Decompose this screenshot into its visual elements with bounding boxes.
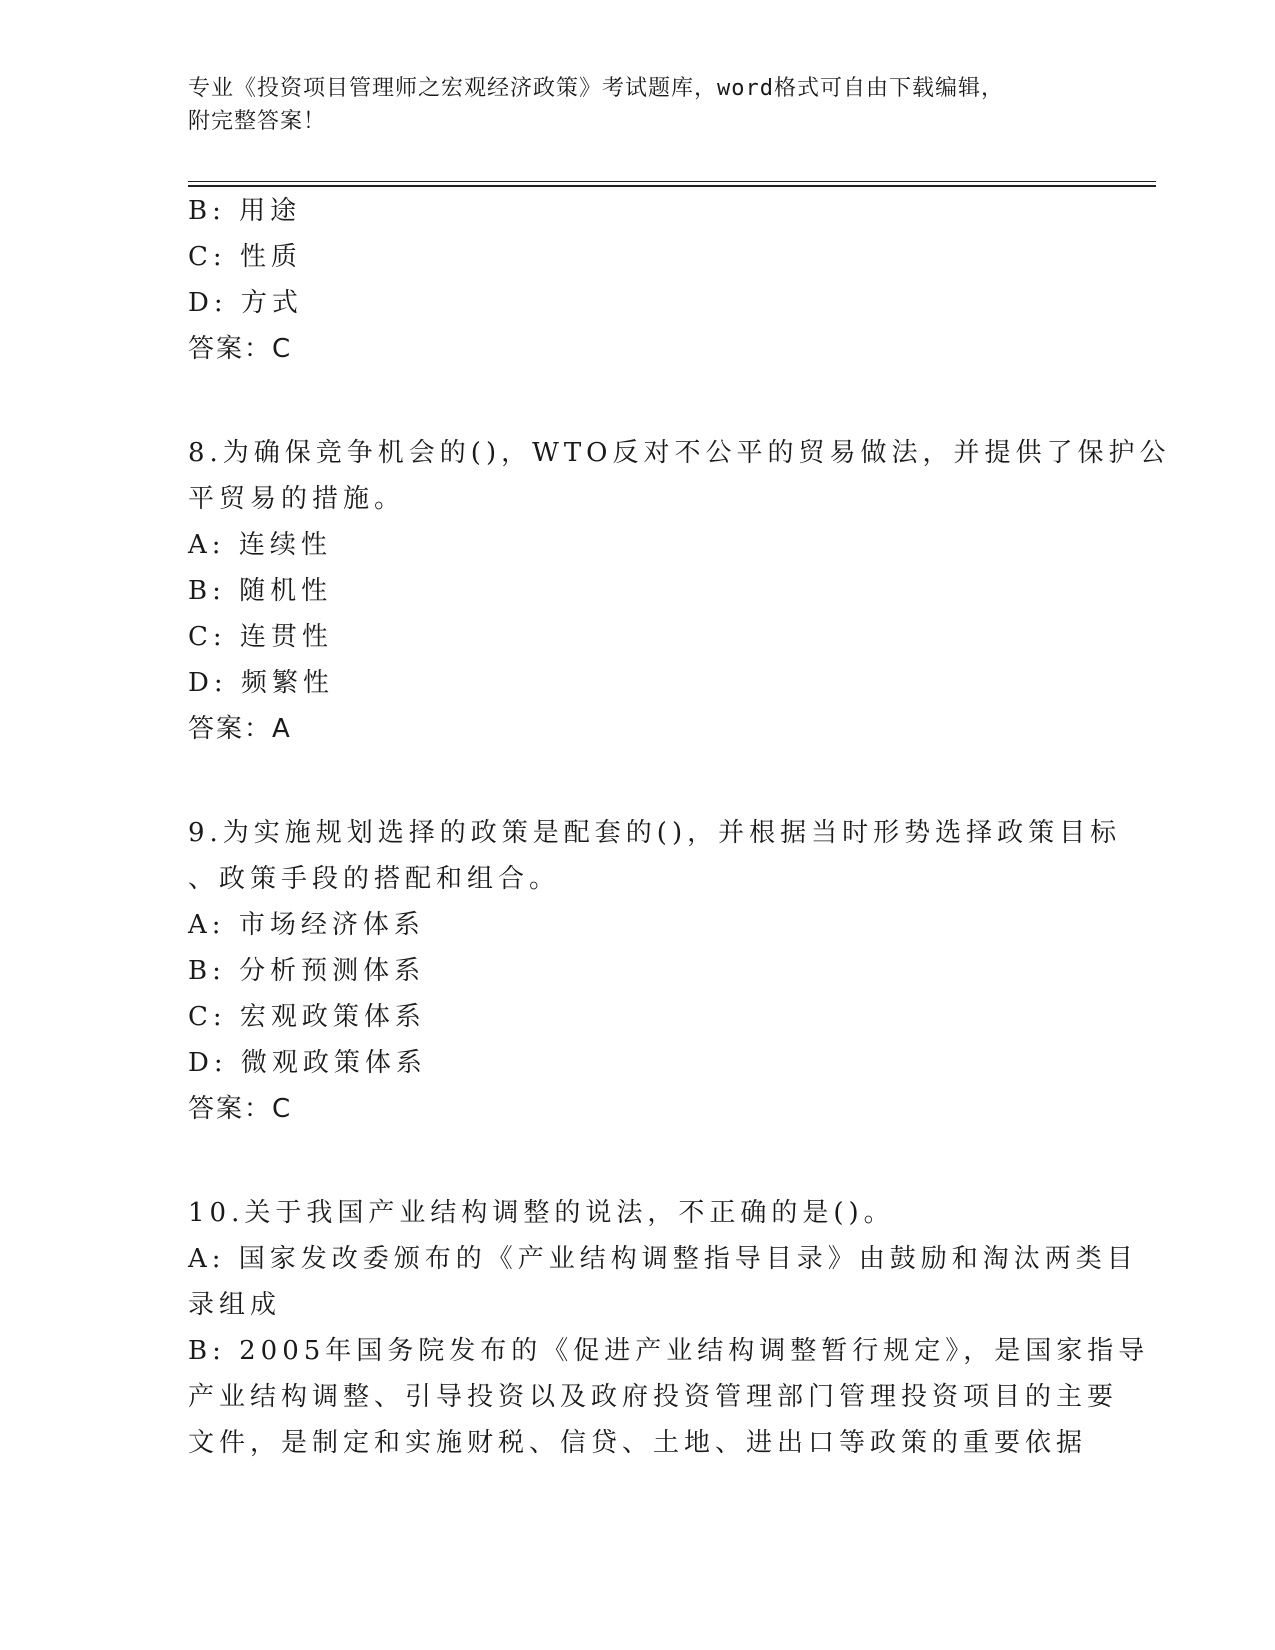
option-c: C: 连贯性 [188,622,333,652]
option-b: B: 分析预测体系 [188,956,426,986]
option-a: A: 市场经济体系 [188,910,425,940]
option-b-line: 产业结构调整、引导投资以及政府投资管理部门管理投资项目的主要 [188,1382,1119,1412]
header-line-1: 专业《投资项目管理师之宏观经济政策》考试题库，word格式可自由下载编辑， [188,76,1004,101]
option-b: B: 用途 [188,196,302,226]
header-rule-thin [188,181,1156,182]
question-10 [188,1190,1150,1466]
prev-question [188,188,1088,372]
header-line-2: 附完整答案！ [188,109,327,134]
answer-line: 答案：A [188,714,292,744]
question-9 [188,810,1122,1132]
question-stem-line: 10.关于我国产业结构调整的说法，不正确的是()。 [188,1198,895,1228]
answer-line: 答案：C [188,334,293,364]
document-header [188,72,1068,138]
option-d: D: 微观政策体系 [188,1048,427,1078]
question-stem-line: 8.为确保竞争机会的()，WTO反对不公平的贸易做法，并提供了保护公 [188,438,1171,468]
option-c: C: 宏观政策体系 [188,1002,426,1032]
option-a-line: 录组成 [188,1290,282,1320]
option-b-line: B: 2005年国务院发布的《促进产业结构调整暂行规定》，是国家指导 [188,1336,1150,1366]
answer-line: 答案：C [188,1094,293,1124]
option-a-line: A: 国家发改委颁布的《产业结构调整指导目录》由鼓励和淘汰两类目 [188,1244,1138,1274]
option-d: D: 方式 [188,288,303,318]
option-b: B: 随机性 [188,576,333,606]
question-stem-line: 平贸易的措施。 [188,484,406,514]
question-stem-line: 、政策手段的搭配和组合。 [188,864,561,894]
question-8 [188,430,1171,752]
option-c: C: 性质 [188,242,302,272]
option-d: D: 频繁性 [188,668,334,698]
option-a: A: 连续性 [188,530,332,560]
question-stem-line: 9.为实施规划选择的政策是配套的()，并根据当时形势选择政策目标 [188,818,1122,848]
header-rule-thick [188,185,1156,187]
question-content [188,188,1171,1466]
option-b-line: 文件，是制定和实施财税、信贷、土地、进出口等政策的重要依据 [188,1428,1088,1458]
